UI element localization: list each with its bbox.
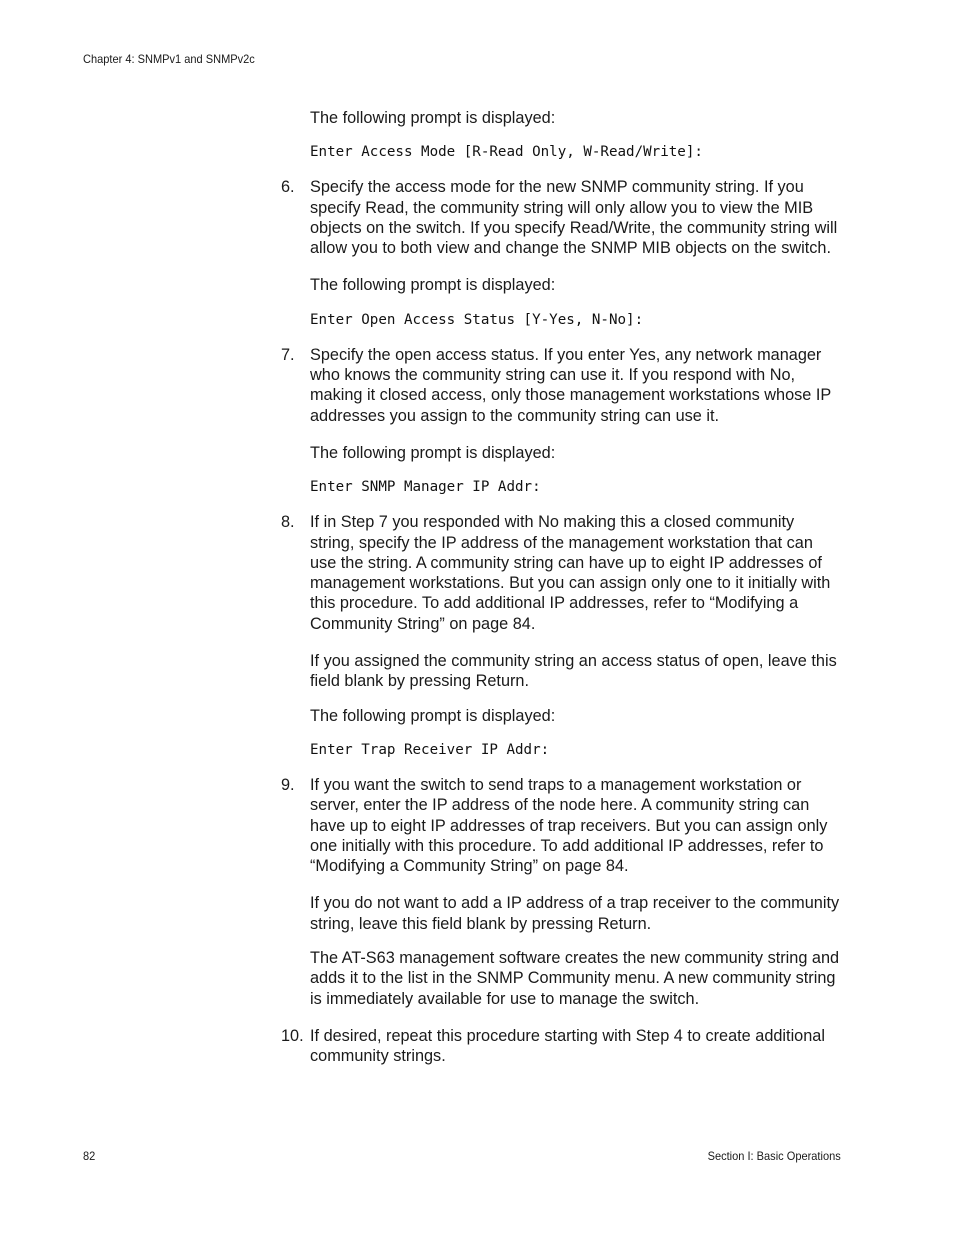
prompt-intro: The following prompt is displayed: (310, 109, 556, 127)
step-6 (281, 177, 841, 258)
running-header: Chapter 4: SNMPv1 and SNMPv2c (83, 52, 255, 66)
step-text: If you want the switch to send traps to a management workstation or server, enter the IP address of the node here. A community string can have up to eight IP addresses of trap receivers. But you can assign only one initially with this procedure. To add additional IP addresses, refer to “Modifying a Community String” on page 84. (310, 775, 828, 876)
step-text: Specify the open access status. If you enter Yes, any network manager who knows the community string can use it. If you respond with No, making it closed access, only those management workstations whose IP addresses you assign to the community string can use it. (310, 345, 831, 425)
step-number: 7. (281, 345, 295, 364)
step-number: 8. (281, 513, 295, 532)
note-paragraph: The AT-S63 management software creates the new community string and adds it to the list in the SNMP Community menu. A new community string is immediately available for use to manage the switch. (310, 949, 840, 1008)
page-body (281, 108, 841, 1084)
code-prompt-manager-ip: Enter SNMP Manager IP Addr: (310, 479, 541, 496)
code-prompt-trap-receiver: Enter Trap Receiver IP Addr: (310, 741, 550, 758)
prompt-intro: The following prompt is displayed: (310, 706, 556, 725)
step-number: 9. (281, 775, 295, 794)
step-number: 6. (281, 178, 295, 197)
note-paragraph: If you assigned the community string an access status of open, leave this field blank by pressing Return. (310, 652, 837, 691)
page-number: 82 (83, 1149, 96, 1163)
step-number: 10. (281, 1026, 304, 1045)
prompt-intro: The following prompt is displayed: (310, 276, 556, 295)
step-10 (281, 1026, 841, 1067)
prompt-intro: The following prompt is displayed: (310, 443, 556, 462)
step-text: Specify the access mode for the new SNMP community string. If you specify Read, the community string will only allow you to view the MIB objects on the switch. If you specify Read/Write, the community string will allow you to both view and change the SNMP MIB objects on the switch. (310, 178, 838, 258)
step-9 (281, 775, 841, 876)
step-text: If desired, repeat this procedure starting with Step 4 to create additional community strings. (310, 1026, 825, 1066)
code-prompt-open-access: Enter Open Access Status [Y-Yes, N-No]: (310, 311, 644, 328)
step-7 (281, 345, 841, 426)
step-text: If in Step 7 you responded with No making this a closed community string, specify the IP address of the management workstation that can use the string. A community string can have up to eight IP addresses of management workstations. But you can assign only one to it initially with this procedure. To add additional IP addresses, refer to “Modifying a Community String” on page 84. (310, 513, 831, 633)
step-8 (281, 512, 841, 634)
running-footer-section: Section I: Basic Operations (707, 1149, 841, 1163)
code-prompt-access-mode: Enter Access Mode [R-Read Only, W-Read/Write]: (310, 144, 703, 161)
note-paragraph: If you do not want to add a IP address of a trap receiver to the community string, leave this field blank by pressing Return. (310, 894, 840, 933)
